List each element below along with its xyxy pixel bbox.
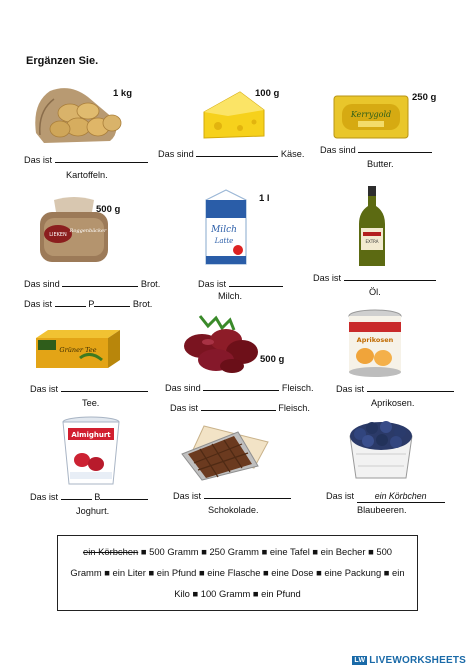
sentence-prefix: Das ist [198,279,227,289]
word-bank-line: Kilo ■ 100 Gramm ■ ein Pfund [174,588,301,599]
sentence-suffix: Blaubeeren. [357,505,407,515]
sentence-line [326,491,445,503]
answer-blank[interactable] [204,491,291,499]
sentence-line [158,149,304,160]
svg-text:EXTRA: EXTRA [365,239,379,244]
sentence-prefix: Das sind [158,149,194,159]
answer-blank[interactable] [62,279,138,287]
sentence-suffix: Schokolade. [208,505,259,515]
sentence-suffix: Brot. [132,299,153,309]
answer-blank[interactable] [201,403,276,411]
tea-box-icon [34,328,122,370]
answer-blank[interactable] [344,273,436,281]
worksheet-title: Ergänzen Sie. [26,55,99,67]
sentence-prefix: Das ist [170,403,199,413]
answer-blank[interactable] [55,155,148,163]
word-bank-line: Gramm ■ ein Liter ■ ein Pfund ■ eine Flasche ■ eine Dose ■ eine Packung ■ ein [70,567,405,578]
sentence-line [24,279,160,290]
quantity-label: 500 g [96,204,121,215]
word-bank-text: ■ 500 Gramm ■ 250 Gramm ■ eine Tafel ■ ein Becher ■ 500 [138,546,393,557]
sentence-line [30,492,148,503]
svg-text:Aprikosen: Aprikosen [356,336,394,344]
used-word: ein Körbchen [82,546,139,557]
quantity-label: 1 kg [113,88,133,99]
sentence-suffix: Aprikosen. [371,398,415,408]
blueberry-basket-icon [346,414,416,482]
chocolate-bar-icon [176,420,272,482]
sentence-prefix: Das sind [320,145,356,155]
answer-field[interactable] [357,491,445,503]
answer-blank[interactable] [61,492,92,500]
milk-carton-icon [200,188,252,268]
sentence-prefix: Das ist [336,384,365,394]
sentence-mid: B [94,492,101,502]
sentence-prefix: Das sind [165,383,201,393]
sentence-prefix: Das ist [326,491,355,501]
answer-blank[interactable] [229,279,283,287]
svg-text:Kerrygold: Kerrygold [350,110,392,119]
sentence-line [313,273,436,284]
sentence-prefix: Das ist [24,155,53,165]
sentence-line [320,145,432,156]
logo-badge: LW [354,656,366,664]
quantity-label: 500 g [260,354,285,365]
liveworksheets-logo [352,655,466,666]
potato-sack-icon [30,83,122,145]
svg-text:Grüner Tee: Grüner Tee [59,346,97,354]
sentence-suffix: Käse. [280,149,305,159]
answer-blank[interactable] [55,299,86,307]
oil-bottle-icon [355,184,389,270]
sentence-line [24,299,152,310]
quantity-label: 1 l [259,193,270,204]
sentence-suffix: Milch. [218,291,242,301]
logo-text: LIVEWORKSHEETS [369,655,466,666]
sentence-prefix: Das ist [173,491,202,501]
sentence-prefix: Das ist [24,299,53,309]
sentence-line [336,384,454,395]
quantity-label: 250 g [412,92,437,103]
sentence-suffix: Joghurt. [76,506,110,516]
yogurt-cup-icon [60,414,122,488]
answer-blank[interactable] [358,145,432,153]
word-bank-line [58,546,417,557]
svg-text:Milch: Milch [211,225,237,235]
sentence-prefix: Das ist [313,273,342,283]
sentence-line [24,155,148,166]
sentence-suffix: Tee. [82,398,100,408]
sentence-suffix: Brot. [140,279,161,289]
sentence-line [30,384,148,395]
sentence-suffix: Fleisch. [281,383,314,393]
sentence-prefix: Das sind [24,279,60,289]
sentence-prefix: Das ist [30,384,59,394]
sentence-mid: P [88,299,95,309]
answer-blank[interactable] [203,383,279,391]
sentence-line [173,491,291,502]
answer-blank[interactable] [196,149,278,157]
meat-icon [180,312,262,376]
answer-blank[interactable] [61,384,148,392]
sentence-prefix: Das ist [30,492,59,502]
quantity-label: 100 g [255,88,280,99]
word-bank-box [57,535,418,611]
sentence-suffix: Öl. [369,287,381,297]
filled-answer: ein Körbchen [374,491,427,501]
apricot-can-icon [345,308,405,378]
answer-blank[interactable] [100,492,148,500]
sentence-line [165,383,314,394]
answer-blank[interactable] [94,299,130,307]
svg-text:Latte: Latte [214,237,234,245]
sentence-suffix: Butter. [367,159,394,169]
answer-blank[interactable] [367,384,454,392]
svg-text:LIEKEN: LIEKEN [49,232,67,238]
sentence-suffix: Kartoffeln. [66,170,108,180]
butter-pack-icon [332,92,410,142]
svg-text:Roggenbäcker: Roggenbäcker [69,228,107,234]
sentence-line [198,279,283,290]
sentence-line [170,403,310,414]
sentence-suffix: Fleisch. [278,403,310,413]
svg-text:Almighurt: Almighurt [71,431,111,439]
